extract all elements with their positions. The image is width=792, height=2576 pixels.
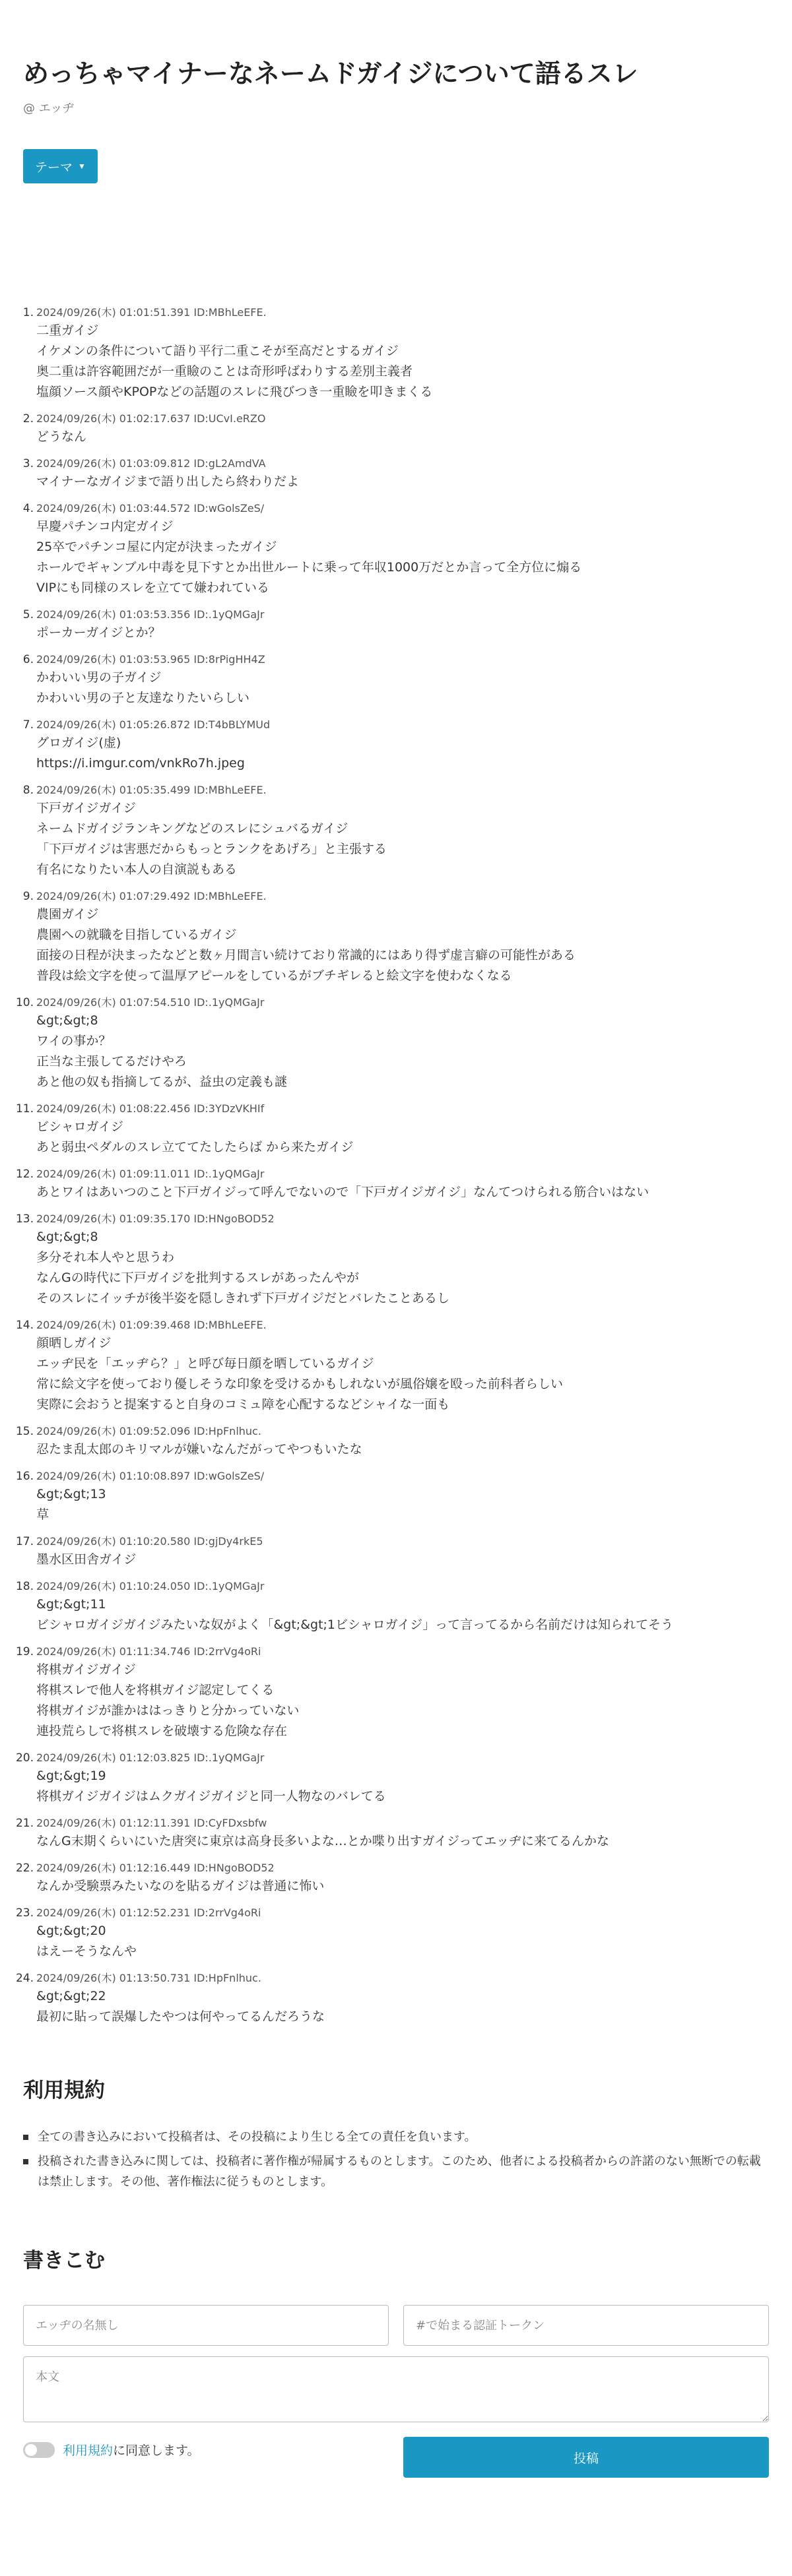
post-meta: 2024/09/26(木) 01:12:52.231 ID:2rrVg4oRi — [36, 1906, 261, 1919]
post-item — [15, 1860, 769, 1897]
post-body — [36, 427, 769, 447]
post-line: ネームドガイジランキングなどのスレにシュバるガイジ — [36, 821, 348, 836]
post-item — [23, 456, 769, 492]
post-line: 多分それ本人やと思うわ — [36, 1250, 175, 1265]
terms-item: 投稿された書き込みに関しては、投稿者に著作権が帰属するものとします。このため、他者による投稿者からの許諾のない無断での転載は禁止します。その他、著作権法に従うものとします。 — [23, 2151, 769, 2192]
post-line: マイナーなガイジまで語り出したら終わりだよ — [36, 474, 300, 489]
post-line: 将棋ガイジガイジ — [36, 1662, 136, 1677]
post-item — [23, 717, 769, 774]
post-number: 21. — [15, 1817, 34, 1830]
post-line: 二重ガイジ — [36, 323, 99, 338]
post-line: 塩顔ソース顔やKPOPなどの話題のスレに飛びつき一重瞼を叩きまくる — [36, 385, 433, 399]
post-number: 5. — [22, 608, 34, 621]
post-item — [15, 1750, 769, 1807]
post-meta: 2024/09/26(木) 01:07:29.492 ID:MBhLeEFE. — [36, 890, 267, 902]
post-item — [15, 1579, 769, 1635]
post-line: 草 — [36, 1507, 50, 1522]
post-body — [36, 1831, 769, 1852]
post-meta: 2024/09/26(木) 01:08:22.456 ID:3YDzVKHIf — [36, 1102, 265, 1115]
post-line: &gt;&gt;13 — [36, 1487, 106, 1501]
post-number: 20. — [15, 1751, 34, 1765]
post-number: 17. — [15, 1535, 34, 1548]
post-meta: 2024/09/26(木) 01:09:11.011 ID:.1yQMGaJr — [36, 1168, 265, 1180]
post-body — [36, 1117, 769, 1158]
post-line: 面接の日程が決まったなどと数ヶ月間言い続けており常識的にはあり得ず虚言癖の可能性がある — [36, 948, 576, 962]
post-line: あと弱虫ペダルのスレ立ててたしたらば から来たガイジ — [36, 1140, 354, 1154]
post-item — [15, 1644, 769, 1742]
post-meta: 2024/09/26(木) 01:03:53.965 ID:8rPigHH4Z — [36, 653, 265, 666]
post-line: ワイの事か？ — [36, 1034, 112, 1048]
post-line: &gt;&gt;8 — [36, 1230, 98, 1244]
post-number: 2. — [22, 412, 34, 425]
post-body — [36, 1660, 769, 1742]
post-body — [36, 1986, 769, 2027]
terms-list — [23, 2127, 769, 2192]
post-line: かわいい男の子ガイジ — [36, 670, 162, 685]
post-number: 24. — [15, 1972, 34, 1985]
post-body — [36, 1182, 769, 1203]
post-meta: 2024/09/26(木) 01:02:17.637 ID:UCvI.eRZO — [36, 412, 266, 425]
post-line: &gt;&gt;19 — [36, 1769, 106, 1783]
post-item — [23, 305, 769, 402]
post-body — [36, 1439, 769, 1460]
post-number: 18. — [15, 1580, 34, 1593]
post-line: VIPにも同様のスレを立てて嫌われている — [36, 581, 270, 595]
post-meta: 2024/09/26(木) 01:12:03.825 ID:.1yQMGaJr — [36, 1751, 265, 1764]
post-line: イケメンの条件について語り平行二重こそが至高だとするガイジ — [36, 344, 399, 358]
post-body — [36, 623, 769, 643]
post-item — [15, 1211, 769, 1309]
post-item — [15, 1468, 769, 1525]
post-item — [15, 1970, 769, 2027]
token-input[interactable] — [403, 2305, 769, 2346]
post-number: 22. — [15, 1862, 34, 1875]
post-item — [23, 501, 769, 598]
post-line: エッヂ民を「エッヂら？」と呼び毎日顔を晒しているガイジ — [36, 1356, 374, 1371]
post-body — [36, 1484, 769, 1525]
post-line: ポーカーガイジとか？ — [36, 625, 161, 640]
post-body — [36, 668, 769, 708]
post-line: ビシャロガイジ — [36, 1119, 124, 1134]
post-line: どうなん — [36, 429, 87, 444]
post-line: 下戸ガイジガイジ — [36, 801, 136, 815]
post-number: 1. — [22, 306, 34, 319]
post-line: 常に絵文字を使っており優しそうな印象を受けるかもしれないが風俗嬢を殴った前科者らしい — [36, 1377, 564, 1391]
post-meta: 2024/09/26(木) 01:13:50.731 ID:HpFnlhuc. — [36, 1972, 261, 1984]
post-number: 19. — [15, 1645, 34, 1658]
post-item — [15, 1166, 769, 1203]
post-line: はえーそうなんや — [36, 1944, 137, 1959]
post-number: 3. — [22, 457, 34, 470]
post-line: あと他の奴も指摘してるが、益虫の定義も謎 — [36, 1075, 288, 1089]
post-line: ホールでギャンブル中毒を見下すとか出世ルートに乗って年収1000万だとか言って全方位に煽る — [36, 560, 582, 575]
post-number: 16. — [15, 1470, 34, 1483]
post-line: 普段は絵文字を使って温厚アピールをしているがブチギレると絵文字を使わなくなる — [36, 968, 512, 983]
post-body — [36, 517, 769, 598]
write-title: 書きこむ — [23, 2249, 105, 2273]
post-list — [15, 305, 769, 2027]
post-item — [23, 652, 769, 708]
post-number: 6. — [22, 653, 34, 666]
post-body — [36, 321, 769, 402]
body-textarea[interactable] — [23, 2356, 769, 2422]
post-line: 将棋ガイジが誰かははっきりと分かっていない — [36, 1703, 300, 1718]
post-line: なんG末期くらいにいた唐突に東京は高身長多いよな…とか喋り出すガイジってエッヂに来てるんかな — [36, 1834, 610, 1848]
post-item — [15, 1101, 769, 1158]
post-line: 将棋ガイジガイジはムクガイジガイジと同一人物なのバレてる — [36, 1789, 386, 1804]
post-line: あとワイはあいつのこと下戸ガイジって呼んでないので「下戸ガイジガイジ」なんてつけられる筋合いはない — [36, 1185, 649, 1199]
post-meta: 2024/09/26(木) 01:05:26.872 ID:T4bBLYMUd — [36, 718, 271, 731]
toggle-switch[interactable] — [23, 2442, 55, 2458]
post-line: かわいい男の子と友達なりたいらしい — [36, 691, 250, 705]
form-row — [23, 2305, 769, 2346]
post-line: 最初に貼って誤爆したやつは何やってるんだろうな — [36, 2009, 325, 2024]
post-line: ビシャロガイジガイジみたいな奴がよく「&gt;&gt;1ビシャロガイジ」って言ってるから名前だけは知られてそう — [36, 1618, 674, 1632]
post-number: 23. — [15, 1906, 34, 1920]
board-link[interactable]: @ エッヂ — [23, 102, 75, 115]
submit-button[interactable]: 投稿 — [403, 2437, 769, 2478]
post-item — [15, 1534, 769, 1570]
post-number: 9. — [22, 890, 34, 903]
post-body — [36, 1921, 769, 1962]
agree-suffix: に同意します。 — [113, 2443, 200, 2458]
caret-down-icon: ▼ — [78, 162, 86, 171]
post-line: &gt;&gt;20 — [36, 1924, 106, 1938]
post-line: なんか受験票みたいなのを貼るガイジは普通に怖い — [36, 1879, 325, 1893]
post-item — [23, 607, 769, 643]
post-line: そのスレにイッチが後半姿を隠しきれず下戸ガイジだとバレたことあるし — [36, 1291, 450, 1305]
post-item — [15, 1905, 769, 1962]
post-line: 墨水区田舎ガイジ — [36, 1552, 137, 1567]
post-line: グロガイジ(虚) — [36, 736, 121, 750]
post-line: なんGの時代に下戸ガイジを批判するスレがあったんやが — [36, 1271, 359, 1285]
terms-item: 全ての書き込みにおいて投稿者は、その投稿により生じる全ての責任を負います。 — [23, 2127, 769, 2147]
post-line: &gt;&gt;8 — [36, 1013, 98, 1028]
post-number: 14. — [15, 1319, 34, 1332]
theme-dropdown-label: テーマ — [35, 160, 73, 175]
post-line: 正当な主張してるだけやろ — [36, 1054, 187, 1069]
post-meta: 2024/09/26(木) 01:03:09.812 ID:gL2AmdVA — [36, 457, 266, 470]
post-number: 8. — [22, 784, 34, 797]
post-item — [15, 1424, 769, 1460]
post-meta: 2024/09/26(木) 01:09:52.096 ID:HpFnlhuc. — [36, 1425, 261, 1437]
terms-title: 利用規約 — [23, 2079, 105, 2102]
post-item — [15, 995, 769, 1092]
post-body — [36, 798, 769, 880]
post-line: 早慶パチンコ内定ガイジ — [36, 519, 174, 534]
agree-toggle[interactable] — [23, 2441, 200, 2459]
post-line: 25卒でパチンコ屋に内定が決まったガイジ — [36, 540, 277, 554]
theme-dropdown[interactable] — [23, 149, 98, 183]
post-number: 10. — [15, 996, 34, 1009]
post-meta: 2024/09/26(木) 01:03:53.356 ID:.1yQMGaJr — [36, 608, 265, 621]
post-number: 4. — [22, 502, 34, 515]
post-meta: 2024/09/26(木) 01:05:35.499 ID:MBhLeEFE. — [36, 784, 267, 796]
post-meta: 2024/09/26(木) 01:10:08.897 ID:wGolsZeS/ — [36, 1470, 265, 1482]
post-item — [15, 1317, 769, 1415]
agree-text — [63, 2441, 200, 2459]
post-number: 11. — [15, 1102, 34, 1115]
post-meta: 2024/09/26(木) 01:10:20.580 ID:gjDy4rkE5 — [36, 1535, 263, 1548]
post-meta: 2024/09/26(木) 01:07:54.510 ID:.1yQMGaJr — [36, 996, 265, 1009]
post-body — [36, 1011, 769, 1092]
post-line: 有名になりたい本人の自演説もある — [36, 862, 238, 877]
post-line: 顔晒しガイジ — [36, 1336, 112, 1350]
post-body — [36, 1550, 769, 1570]
post-line: 奥二重は許容範囲だが一重瞼のことは奇形呼ばわりする差別主義者 — [36, 364, 413, 379]
post-meta: 2024/09/26(木) 01:09:35.170 ID:HNgoBOD52 — [36, 1212, 275, 1225]
post-body — [36, 1766, 769, 1807]
post-item — [23, 782, 769, 880]
post-number: 15. — [15, 1425, 34, 1438]
post-meta: 2024/09/26(木) 01:12:16.449 ID:HNgoBOD52 — [36, 1862, 275, 1874]
terms-section — [23, 2073, 769, 2192]
post-number: 12. — [15, 1168, 34, 1181]
write-section — [23, 2244, 769, 2478]
post-body — [36, 1333, 769, 1415]
post-line: 「下戸ガイジは害悪だからもっとランクをあげろ」と主張する — [36, 842, 387, 856]
post-body — [36, 472, 769, 492]
post-body — [36, 1876, 769, 1897]
submit-row — [23, 2437, 769, 2478]
post-meta: 2024/09/26(木) 01:10:24.050 ID:.1yQMGaJr — [36, 1580, 265, 1592]
post-line: 将棋スレで他人を将棋ガイジ認定してくる — [36, 1683, 275, 1697]
post-item — [23, 889, 769, 986]
post-number: 7. — [22, 718, 34, 732]
post-line: 忍たま乱太郎のキリマルが嫌いなんだがってやつもいたな — [36, 1442, 362, 1457]
post-item — [15, 1815, 769, 1852]
post-body — [36, 1594, 769, 1635]
name-input[interactable] — [23, 2305, 389, 2346]
post-item — [23, 411, 769, 447]
post-meta: 2024/09/26(木) 01:03:44.572 ID:wGolsZeS/ — [36, 502, 265, 515]
thread-title: めっちゃマイナーなネームドガイジについて語るスレ — [23, 59, 638, 89]
post-line: 農園ガイジ — [36, 907, 99, 922]
terms-link[interactable]: 利用規約 — [63, 2443, 114, 2458]
post-meta: 2024/09/26(木) 01:09:39.468 ID:MBhLeEFE. — [36, 1319, 267, 1331]
post-body — [36, 904, 769, 986]
post-body — [36, 1227, 769, 1309]
post-line: https://i.imgur.com/vnkRo7h.jpeg — [36, 756, 245, 770]
post-meta: 2024/09/26(木) 01:12:11.391 ID:CyFDxsbfw — [36, 1817, 267, 1829]
post-number: 13. — [15, 1212, 34, 1226]
post-line: 連投荒らしで将棋スレを破壊する危険な存在 — [36, 1724, 288, 1738]
post-body — [36, 733, 769, 774]
post-line: &gt;&gt;11 — [36, 1597, 106, 1612]
post-line: 実際に会おうと提案すると自身のコミュ障を心配するなどシャイな一面も — [36, 1397, 450, 1412]
post-line: 農園への就職を目指しているガイジ — [36, 927, 237, 942]
post-meta: 2024/09/26(木) 01:01:51.391 ID:MBhLeEFE. — [36, 306, 267, 319]
post-meta: 2024/09/26(木) 01:11:34.746 ID:2rrVg4oRi — [36, 1645, 261, 1658]
post-line: &gt;&gt;22 — [36, 1989, 106, 2003]
